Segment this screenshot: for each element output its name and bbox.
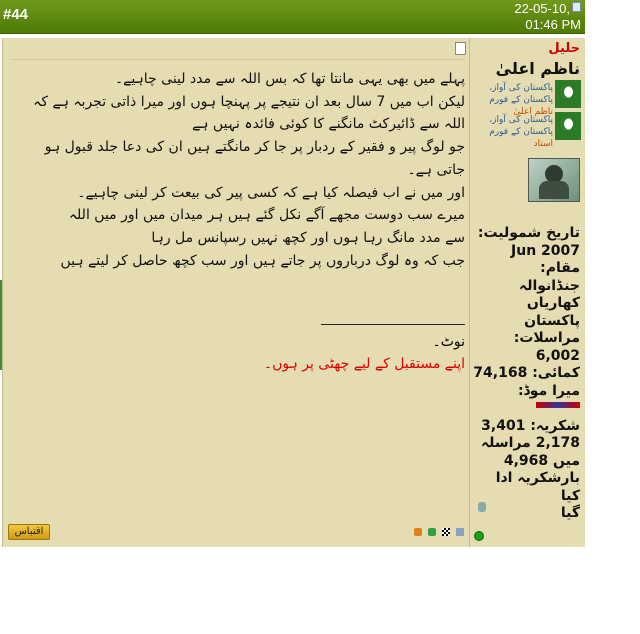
- thanked-line: میں 4,968: [503, 452, 580, 469]
- thanked-line: بارشکریہ ادا کیا: [495, 470, 580, 504]
- badge-line: پاکستان کی آواز، پاکستان کے فورم: [489, 115, 553, 137]
- post-header: [0, 0, 585, 34]
- message-panel: [2, 38, 469, 547]
- location-label: مقام:: [540, 260, 580, 276]
- quote-button[interactable]: اقتباس: [8, 524, 50, 540]
- mood-label: میرا موڈ:: [517, 382, 580, 399]
- message-line: جو لوگ پیر و فقیر کے ردبار پر جا کر مانگتے ہیں ان کی دعا جلد قبول ہو: [44, 139, 465, 156]
- post-date: [514, 1, 581, 33]
- thanked-line: گیا: [560, 505, 580, 521]
- message-line: پہلے میں بھی یہی مانتا تھا کہ بس اللہ سے مدد لینی چاہیے۔: [114, 71, 465, 87]
- pakistan-flag-icon: [555, 80, 581, 108]
- online-status-icon: [474, 531, 484, 541]
- quick-reply-icon[interactable]: [414, 528, 422, 536]
- badge-line: پاکستان کی آواز، پاکستان کے فورم: [489, 83, 553, 105]
- message-line: اور میں نے اب فیصلہ کیا ہے کہ کسی پیر کی بیعت کر لینی چاہیے۔: [77, 184, 465, 201]
- reputation-icon[interactable]: [478, 502, 486, 512]
- note-text: اپنے مستقبل کے لیے چھٹی پر ہوں۔: [263, 356, 465, 372]
- post-tools: [413, 527, 464, 537]
- pakistan-flag-icon: [555, 112, 581, 140]
- thanks-value: 3,401: [481, 417, 526, 434]
- post-icon: [572, 2, 581, 12]
- post-time: 01:46 PM: [525, 17, 581, 32]
- signature: [264, 331, 465, 375]
- message-line: میرے سب دوست مجھے آگے نکل گئے ہیں ہر میدان میں اور میں اللہ: [68, 207, 465, 224]
- avatar[interactable]: [528, 158, 580, 202]
- rank-badge: [473, 112, 581, 149]
- message-line: سے مدد مانگ رہا ہوں اور کچھ نہیں رسپانس مل رہا: [151, 229, 465, 246]
- signature-separator: [321, 324, 465, 325]
- join-label: تاریخ شمولیت:: [477, 225, 580, 241]
- message-body: [7, 68, 465, 272]
- share-icon[interactable]: [428, 528, 436, 536]
- earnings-label: کمائی:: [532, 365, 580, 381]
- thanks-label: شکریہ:: [530, 417, 580, 434]
- note-label: نوٹ۔: [432, 334, 465, 350]
- user-title: ناظم اعلیٰ: [495, 59, 580, 78]
- mood-icon: [536, 402, 580, 408]
- post-number[interactable]: #44: [3, 6, 29, 23]
- badge-line: استاد: [533, 139, 553, 149]
- checkered-icon[interactable]: [442, 528, 450, 536]
- post-date-text: 22-05-10,: [514, 1, 570, 16]
- rank-badge: [473, 80, 581, 117]
- posts-label: مراسلات:: [513, 330, 580, 346]
- earnings-value: 74,168: [473, 365, 528, 381]
- username[interactable]: حلیل: [548, 41, 580, 56]
- message-line: اللہ سے ڈائیرکٹ مانگنے کا کوئی فائدہ نہیں ہے: [192, 116, 465, 133]
- thanked-line: 2,178 مراسلہ: [480, 435, 580, 451]
- page-icon: [455, 42, 466, 55]
- badge-line: ناظم اعلیٰ: [513, 107, 553, 117]
- message-divider: [11, 59, 465, 60]
- message-line: لیکن اب میں 7 سال بعد ان نتیجے پر پہنچا ہوں اور میرا ذاتی تجربہ ہے کہ: [33, 93, 465, 110]
- message-line: جب کہ وہ لوگ درباروں پر جاتے ہیں اور سب کچھ حاصل کر لیتے ہیں: [60, 252, 465, 269]
- posts-value: 6,002: [535, 347, 580, 364]
- location-value: جنڈانوالہ کھاریاں پاکستان: [519, 277, 580, 329]
- user-stats: [472, 225, 580, 523]
- join-value: Jun 2007: [511, 242, 580, 259]
- message-line: جاتی ہے۔: [407, 161, 465, 178]
- grid-icon[interactable]: [456, 528, 464, 536]
- user-info-panel: [469, 38, 585, 547]
